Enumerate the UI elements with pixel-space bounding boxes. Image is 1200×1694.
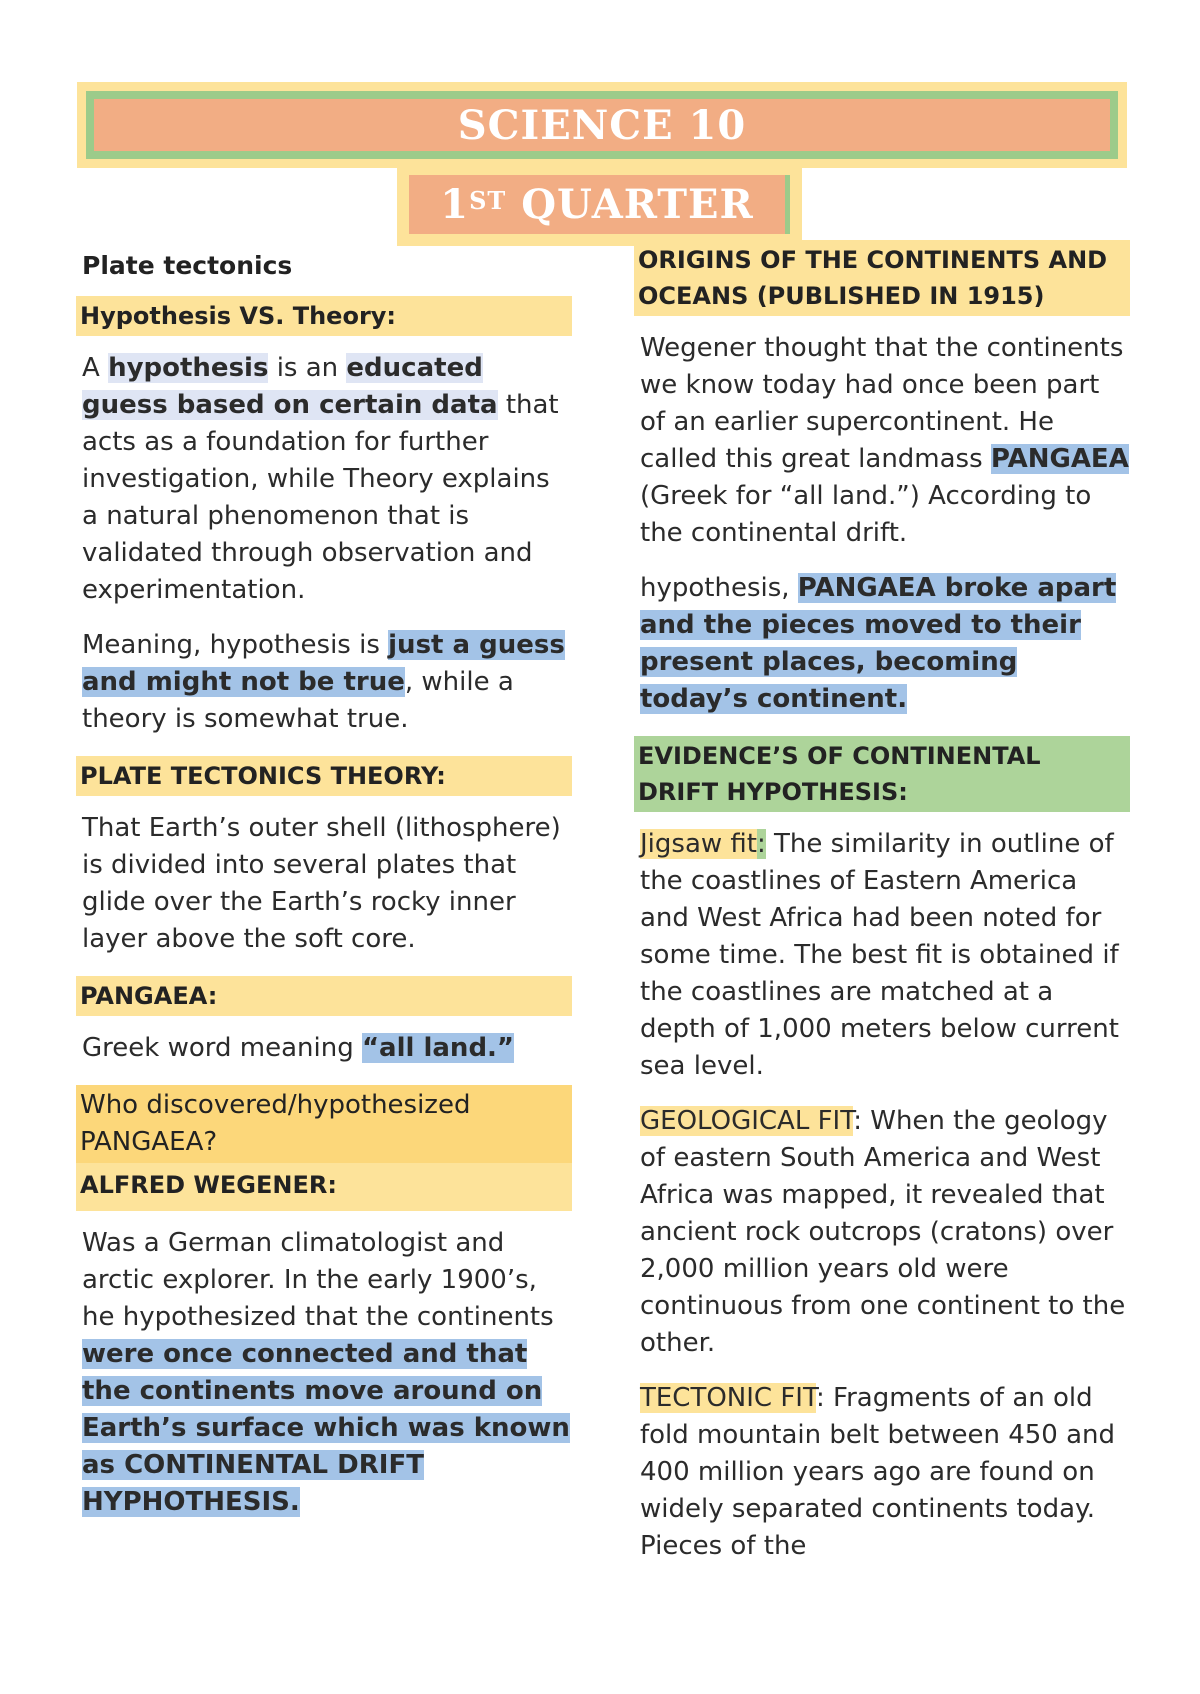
- origins-heading: ORIGINS OF THE CONTINENTS AND OCEANS (PUBLISHED IN 1915): [634, 240, 1130, 316]
- plate-tectonics-definition: That Earth’s outer shell (lithosphere) is divided into several plates that glide over the Earth’s rocky inner layer above the soft core.: [82, 813, 561, 954]
- highlight-continental-drift: were once connected and that the continents move around on Earth’s surface which was known as CONTINENTAL DRIFT HYPHOTHESIS.: [82, 1339, 570, 1517]
- plate-tectonics-theory-heading: PLATE TECTONICS THEORY:: [76, 756, 572, 796]
- label-jigsaw-fit: Jigsaw fit: [640, 829, 757, 859]
- quarter-word: QUARTER: [506, 181, 754, 228]
- label-geological-fit: GEOLOGICAL FIT: [640, 1106, 854, 1136]
- highlight-educated-guess: educated guess based on certain data: [82, 353, 498, 420]
- title-banner: [77, 82, 1127, 168]
- text-run: (Greek for “all land.”) According to the continental drift.: [640, 481, 1092, 548]
- pangaea-broke-apart-paragraph: [640, 570, 1130, 718]
- tectonic-fit-paragraph: [640, 1380, 1130, 1565]
- quarter-suffix: ST: [469, 186, 507, 215]
- highlight-just-a-guess: just a guess and might not be true: [82, 630, 565, 697]
- jigsaw-fit-paragraph: [640, 826, 1130, 1085]
- text-run: A: [82, 353, 109, 383]
- quarter-title: [409, 175, 785, 234]
- text-run: hypothesis,: [640, 573, 798, 603]
- text-run: : When the geology of eastern South America and West Africa was mapped, it revealed that ancient rock outcrops (cratons) over 2,000 million years old were continuous from one continent to the other.: [640, 1106, 1126, 1358]
- text-run: Wegener thought that the continents we know today had once been part of an earlier supercontinent. He called this great landmass: [640, 333, 1124, 474]
- left-column: [82, 246, 572, 1539]
- pangaea-heading: PANGAEA:: [76, 976, 572, 1016]
- text-run: that acts as a foundation for further investigation, while Theory explains a natural phenomenon that is validated through observation and experimentation.: [82, 390, 559, 605]
- who-discovered-question: Who discovered/hypothesized PANGAEA?: [76, 1085, 572, 1163]
- evidence-heading: EVIDENCE’S OF CONTINENTAL DRIFT HYPOTHESIS:: [634, 736, 1130, 812]
- hypothesis-definition: [82, 350, 572, 609]
- text-run: Greek word meaning: [82, 1033, 362, 1063]
- alfred-wegener-heading: ALFRED WEGENER:: [76, 1163, 572, 1211]
- hypothesis-vs-theory-heading: Hypothesis VS. Theory:: [76, 296, 572, 336]
- topic-heading: Plate tectonics: [82, 251, 293, 280]
- text-run: is an: [268, 353, 347, 383]
- page-title: SCIENCE 10: [94, 99, 1110, 151]
- origins-paragraph: [640, 330, 1130, 552]
- label-tectonic-fit: TECTONIC FIT: [640, 1383, 816, 1413]
- quarter-banner-border: [409, 175, 790, 234]
- text-run: Was a German climatologist and arctic explorer. In the early 1900’s, he hypothesized that the continents: [82, 1228, 554, 1332]
- pangaea-definition: [82, 1030, 572, 1067]
- geological-fit-paragraph: [640, 1103, 1130, 1362]
- quarter-banner: [397, 168, 802, 246]
- title-banner-border: [86, 91, 1118, 159]
- right-column: [640, 246, 1130, 1583]
- text-run: , while a theory is somewhat true.: [82, 667, 514, 734]
- highlight-broke-apart: PANGAEA broke apart and the pieces moved to their present places, becoming today’s continent.: [640, 573, 1117, 714]
- highlight-hypothesis: hypothesis: [108, 353, 269, 383]
- highlight-all-land: “all land.”: [361, 1033, 515, 1063]
- hypothesis-meaning: [82, 627, 572, 738]
- text-run: Meaning, hypothesis is: [82, 630, 389, 660]
- text-run: :: [756, 829, 766, 859]
- text-run: The similarity in outline of the coastlines of Eastern America and West Africa had been noted for some time. The best fit is obtained if the coastlines are matched at a depth of 1,000 meters below current sea level.: [640, 829, 1119, 1081]
- alfred-wegener-bio: [82, 1225, 572, 1521]
- text-run: : Fragments of an old fold mountain belt between 450 and 400 million years ago are found on widely separated continents today. Pieces of the: [640, 1383, 1116, 1561]
- quarter-number: 1: [440, 181, 470, 228]
- highlight-pangaea: PANGAEA: [990, 444, 1129, 474]
